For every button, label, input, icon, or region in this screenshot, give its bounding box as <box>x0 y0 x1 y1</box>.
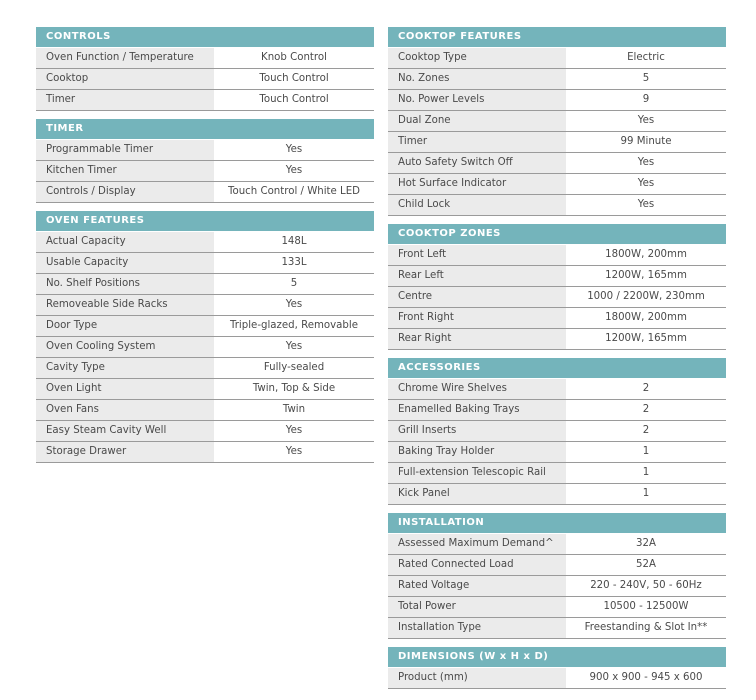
spec-label: Cooktop Type <box>388 48 566 68</box>
spec-label: Rear Left <box>388 266 566 286</box>
spec-value: 1800W, 200mm <box>605 249 687 260</box>
spec-label: Oven Function / Temperature <box>36 48 214 68</box>
spec-label: Centre <box>388 287 566 307</box>
spec-row <box>388 153 726 174</box>
spec-label: No. Power Levels <box>388 90 566 110</box>
spec-row <box>36 90 374 111</box>
spec-label: Assessed Maximum Demand^ <box>388 534 566 554</box>
spec-label: Timer <box>388 132 566 152</box>
spec-value: Touch Control <box>259 73 329 84</box>
spec-row <box>388 668 726 689</box>
spec-label: Rated Voltage <box>388 576 566 596</box>
spec-row <box>388 400 726 421</box>
spec-row <box>36 274 374 295</box>
spec-row <box>36 161 374 182</box>
spec-value: Yes <box>285 144 303 155</box>
section-installation <box>388 513 726 639</box>
spec-value: Yes <box>285 425 303 436</box>
spec-label: Door Type <box>36 316 214 336</box>
spec-row <box>36 421 374 442</box>
spec-label: Enamelled Baking Trays <box>388 400 566 420</box>
spec-row <box>388 90 726 111</box>
spec-label: Oven Fans <box>36 400 214 420</box>
spec-value: 900 x 900 - 945 x 600 <box>589 672 703 683</box>
section-header: INSTALLATION <box>388 513 726 534</box>
spec-label: Controls / Display <box>36 182 214 202</box>
spec-label: Kitchen Timer <box>36 161 214 181</box>
spec-value: 10500 - 12500W <box>603 601 689 612</box>
spec-row <box>388 132 726 153</box>
spec-label: Child Lock <box>388 195 566 215</box>
spec-value: Electric <box>627 52 665 63</box>
spec-label: Auto Safety Switch Off <box>388 153 566 173</box>
spec-label: Removeable Side Racks <box>36 295 214 315</box>
spec-row <box>36 69 374 90</box>
spec-value: 1 <box>642 488 650 499</box>
section-accessories <box>388 358 726 505</box>
spec-label: Installation Type <box>388 618 566 638</box>
spec-label: Hot Surface Indicator <box>388 174 566 194</box>
spec-label: Storage Drawer <box>36 442 214 462</box>
spec-value: Twin <box>282 404 306 415</box>
spec-value: Yes <box>637 157 655 168</box>
spec-value: Twin, Top & Side <box>252 383 336 394</box>
spec-label: Kick Panel <box>388 484 566 504</box>
spec-row <box>36 358 374 379</box>
section-header: DIMENSIONS (W x H x D) <box>388 647 726 668</box>
spec-row <box>36 442 374 463</box>
spec-label: Timer <box>36 90 214 110</box>
spec-value: 99 Minute <box>620 136 672 147</box>
spec-label: No. Shelf Positions <box>36 274 214 294</box>
spec-value: 32A <box>636 538 656 549</box>
section-header: COOKTOP ZONES <box>388 224 726 245</box>
section-header: ACCESSORIES <box>388 358 726 379</box>
spec-label: Rear Right <box>388 329 566 349</box>
spec-value: Yes <box>285 299 303 310</box>
spec-value: 9 <box>642 94 650 105</box>
spec-row <box>388 329 726 350</box>
spec-row <box>36 253 374 274</box>
spec-value: Yes <box>285 341 303 352</box>
spec-value: Yes <box>637 199 655 210</box>
spec-value: 148L <box>281 236 307 247</box>
spec-row <box>388 195 726 216</box>
spec-row <box>388 266 726 287</box>
spec-value: 1 <box>642 467 650 478</box>
spec-label: No. Zones <box>388 69 566 89</box>
section-controls <box>36 27 374 111</box>
spec-label: Grill Inserts <box>388 421 566 441</box>
spec-row <box>388 555 726 576</box>
section-header: COOKTOP FEATURES <box>388 27 726 48</box>
section-header: CONTROLS <box>36 27 374 48</box>
spec-row <box>388 576 726 597</box>
spec-row <box>388 111 726 132</box>
spec-row <box>388 287 726 308</box>
spec-row <box>388 48 726 69</box>
spec-row <box>388 174 726 195</box>
spec-row <box>36 337 374 358</box>
spec-value: Freestanding & Slot In** <box>584 622 708 633</box>
spec-row <box>388 245 726 266</box>
spec-label: Cavity Type <box>36 358 214 378</box>
spec-label: Chrome Wire Shelves <box>388 379 566 399</box>
spec-value: 5 <box>290 278 298 289</box>
right-spec-column <box>388 27 726 697</box>
spec-value: 220 - 240V, 50 - 60Hz <box>590 580 702 591</box>
spec-label: Oven Light <box>36 379 214 399</box>
spec-label: Product (mm) <box>388 668 566 688</box>
spec-row <box>388 534 726 555</box>
spec-label: Usable Capacity <box>36 253 214 273</box>
spec-row <box>36 400 374 421</box>
section-oven-features <box>36 211 374 463</box>
spec-value: Touch Control <box>259 94 329 105</box>
spec-value: Yes <box>285 165 303 176</box>
section-cooktop-zones <box>388 224 726 350</box>
spec-label: Full-extension Telescopic Rail <box>388 463 566 483</box>
spec-label: Actual Capacity <box>36 232 214 252</box>
spec-value: Knob Control <box>261 52 327 63</box>
spec-value: Yes <box>637 178 655 189</box>
spec-row <box>388 421 726 442</box>
spec-value: Touch Control / White LED <box>227 186 361 197</box>
spec-label: Baking Tray Holder <box>388 442 566 462</box>
spec-label: Easy Steam Cavity Well <box>36 421 214 441</box>
section-cooktop-features <box>388 27 726 216</box>
spec-value: Yes <box>285 446 303 457</box>
spec-value: 1000 / 2200W, 230mm <box>587 291 705 302</box>
spec-value: 2 <box>642 383 650 394</box>
spec-row <box>388 69 726 90</box>
spec-label: Rated Connected Load <box>388 555 566 575</box>
spec-label: Front Left <box>388 245 566 265</box>
spec-value: Triple-glazed, Removable <box>230 320 358 331</box>
spec-row <box>36 295 374 316</box>
spec-row <box>388 442 726 463</box>
spec-label: Programmable Timer <box>36 140 214 160</box>
spec-label: Dual Zone <box>388 111 566 131</box>
spec-value: 1800W, 200mm <box>605 312 687 323</box>
spec-row <box>36 182 374 203</box>
spec-row <box>388 484 726 505</box>
spec-row <box>36 140 374 161</box>
spec-label: Total Power <box>388 597 566 617</box>
left-spec-column <box>36 27 374 471</box>
spec-row <box>388 463 726 484</box>
section-timer <box>36 119 374 203</box>
spec-label: Oven Cooling System <box>36 337 214 357</box>
spec-label: Cooktop <box>36 69 214 89</box>
spec-value: 2 <box>642 425 650 436</box>
spec-row <box>36 316 374 337</box>
spec-row <box>388 597 726 618</box>
spec-row <box>36 232 374 253</box>
spec-value: 1 <box>642 446 650 457</box>
section-header: OVEN FEATURES <box>36 211 374 232</box>
spec-row <box>36 379 374 400</box>
spec-row <box>388 308 726 329</box>
spec-row <box>388 618 726 639</box>
spec-row <box>388 379 726 400</box>
spec-value: 5 <box>642 73 650 84</box>
spec-value: Yes <box>637 115 655 126</box>
spec-value: 133L <box>281 257 307 268</box>
spec-value: 1200W, 165mm <box>605 333 687 344</box>
spec-value: 52A <box>636 559 656 570</box>
section-dimensions-w-x-h-x-d <box>388 647 726 689</box>
spec-value: 1200W, 165mm <box>605 270 687 281</box>
spec-value: 2 <box>642 404 650 415</box>
spec-value: Fully-sealed <box>263 362 325 373</box>
spec-label: Front Right <box>388 308 566 328</box>
section-header: TIMER <box>36 119 374 140</box>
spec-row <box>36 48 374 69</box>
